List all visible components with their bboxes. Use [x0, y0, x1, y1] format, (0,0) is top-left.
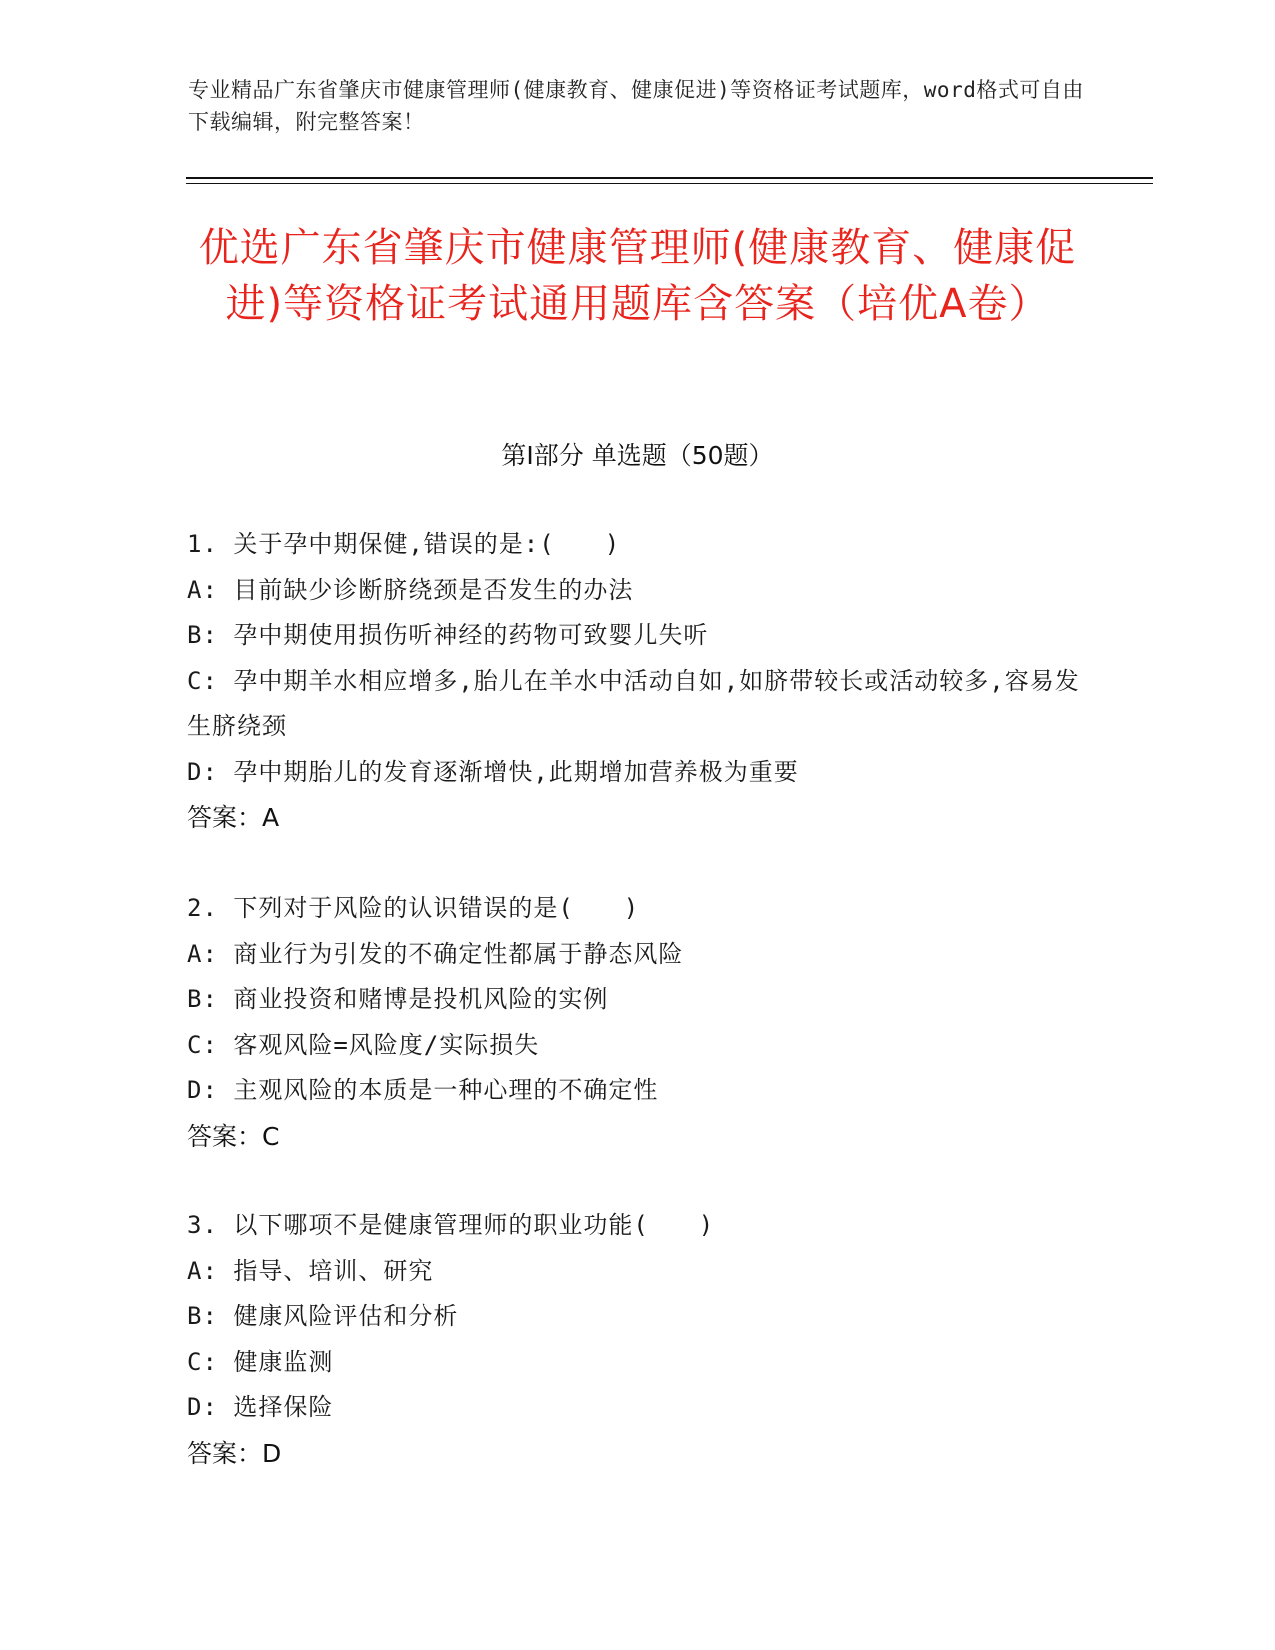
question-block [187, 1203, 1087, 1476]
question-block [187, 522, 1087, 841]
answer-label: 答案：C [187, 1121, 280, 1151]
header-note: 专业精品广东省肇庆市健康管理师(健康教育、健康促进)等资格证考试题库，word格式可自由下载编辑，附完整答案！ [188, 78, 1084, 134]
option-d: D: 选择保险 [187, 1393, 334, 1421]
question-block [187, 886, 1087, 1159]
option-b: B: 孕中期使用损伤听神经的药物可致婴儿失听 [187, 621, 709, 649]
header-rule-thick [186, 177, 1153, 179]
option-d: D: 孕中期胎儿的发育逐渐增快,此期增加营养极为重要 [187, 757, 799, 786]
question-stem: 2. 下列对于风险的认识错误的是( ) [187, 894, 640, 922]
option-b: B: 健康风险评估和分析 [187, 1302, 459, 1330]
option-a: A: 目前缺少诊断脐绕颈是否发生的办法 [187, 575, 634, 604]
option-c: C: 孕中期羊水相应增多,胎儿在羊水中活动自如,如脐带较长或活动较多,容易发生脐绕颈 [187, 666, 1080, 740]
question-stem: 3. 以下哪项不是健康管理师的职业功能( ) [187, 1211, 715, 1239]
question-stem: 1. 关于孕中期保健,错误的是:( ) [187, 530, 621, 558]
header-rule-thin [186, 183, 1153, 184]
section-title: 第Ⅰ部分 单选题（50题） [501, 441, 774, 470]
option-a: A: 指导、培训、研究 [187, 1256, 434, 1285]
option-a: A: 商业行为引发的不确定性都属于静态风险 [187, 939, 684, 968]
option-b: B: 商业投资和赌博是投机风险的实例 [187, 985, 609, 1013]
document-title: 优选广东省肇庆市健康管理师(健康教育、健康促进)等资格证考试通用题库含答案（培优A卷） [198, 225, 1077, 327]
option-c: C: 客观风险=风险度/实际损失 [187, 1030, 540, 1059]
answer-label: 答案：A [187, 803, 280, 832]
option-d: D: 主观风险的本质是一种心理的不确定性 [187, 1076, 659, 1104]
option-c: C: 健康监测 [187, 1347, 334, 1376]
answer-label: 答案：D [187, 1438, 282, 1468]
